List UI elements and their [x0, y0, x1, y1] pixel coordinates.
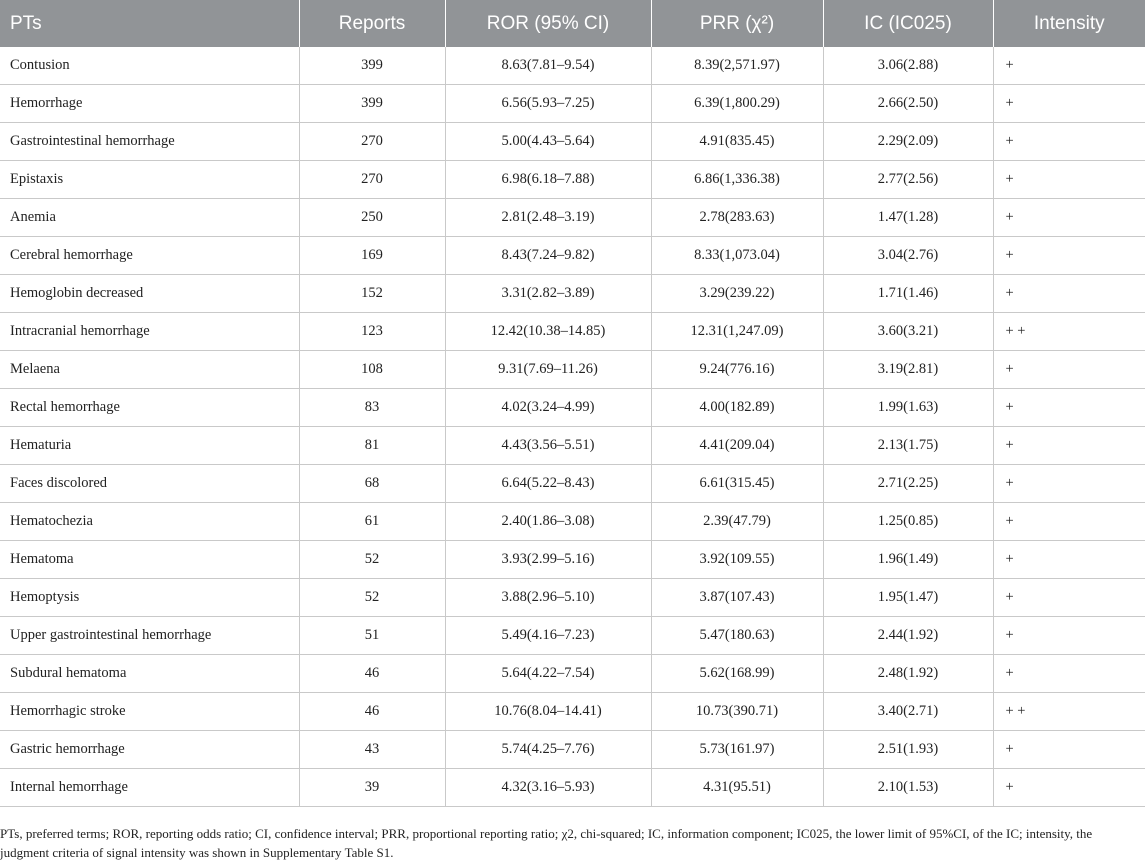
cell-intensity: +: [993, 351, 1145, 389]
cell-reports: 83: [299, 389, 445, 427]
cell-reports: 52: [299, 579, 445, 617]
cell-intensity: +: [993, 617, 1145, 655]
cell-ic: 3.40(2.71): [823, 693, 993, 731]
cell-prr: 6.86(1,336.38): [651, 161, 823, 199]
table-row: [0, 47, 1145, 85]
cell-ic: 3.19(2.81): [823, 351, 993, 389]
header-row: [0, 0, 1145, 47]
cell-ror: 8.43(7.24–9.82): [445, 237, 651, 275]
cell-pt: Contusion: [10, 57, 70, 73]
cell-prr: 8.33(1,073.04): [651, 237, 823, 275]
table-row: [0, 351, 1145, 389]
cell-prr: 4.00(182.89): [651, 389, 823, 427]
table-row: [0, 655, 1145, 693]
cell-prr: 4.91(835.45): [651, 123, 823, 161]
cell-pt: Hemorrhagic stroke: [0, 693, 299, 731]
cell-intensity: +: [993, 275, 1145, 313]
cell-pt: Anemia: [0, 199, 299, 237]
cell-prr: 2.39(47.79): [651, 503, 823, 541]
cell-intensity: + +: [993, 693, 1145, 731]
cell-ic: 2.71(2.25): [823, 465, 993, 503]
cell-ror: 5.64(4.22–7.54): [445, 655, 651, 693]
cell-reports: 39: [299, 769, 445, 807]
cell-intensity: +: [993, 769, 1145, 807]
cell-reports: 52: [299, 541, 445, 579]
table-row: [0, 161, 1145, 199]
cell-ic: 1.95(1.47): [823, 579, 993, 617]
cell-prr: 4.41(209.04): [651, 427, 823, 465]
cell-reports: 81: [299, 427, 445, 465]
cell-reports: 68: [299, 465, 445, 503]
cell-intensity: +: [993, 123, 1145, 161]
cell-pt: Rectal hemorrhage: [0, 389, 299, 427]
header-prr: PRR (χ²): [651, 0, 823, 47]
cell-prr: 6.39(1,800.29): [651, 85, 823, 123]
table-row: [0, 503, 1145, 541]
cell-prr: 8.39(2,571.97): [651, 47, 823, 85]
table-row: [0, 769, 1145, 807]
header-intensity: Intensity: [993, 0, 1145, 47]
cell-prr: 9.24(776.16): [651, 351, 823, 389]
table-row: [0, 199, 1145, 237]
cell-ror: 4.43(3.56–5.51): [445, 427, 651, 465]
cell-ic: 1.99(1.63): [823, 389, 993, 427]
cell-ic: 2.13(1.75): [823, 427, 993, 465]
cell-ror: 6.56(5.93–7.25): [445, 85, 651, 123]
table-row: [0, 731, 1145, 769]
cell-reports: 123: [299, 313, 445, 351]
cell-prr: 3.87(107.43): [651, 579, 823, 617]
cell-pt: Hemoglobin decreased: [0, 275, 299, 313]
cell-prr: 3.92(109.55): [651, 541, 823, 579]
table-row: [0, 389, 1145, 427]
cell-ic: 3.06(2.88): [823, 47, 993, 85]
cell-reports: 46: [299, 655, 445, 693]
cell-ror: 2.81(2.48–3.19): [445, 199, 651, 237]
cell-intensity: +: [993, 579, 1145, 617]
cell-reports: 270: [299, 123, 445, 161]
cell-ror: 3.31(2.82–3.89): [445, 275, 651, 313]
cell-ic: 2.44(1.92): [823, 617, 993, 655]
header-pts: PTs: [0, 0, 299, 47]
cell-ror: 9.31(7.69–11.26): [445, 351, 651, 389]
table-row: [0, 693, 1145, 731]
cell-ic: 2.48(1.92): [823, 655, 993, 693]
cell-intensity: +: [993, 389, 1145, 427]
table-row: [0, 465, 1145, 503]
table-row: [0, 427, 1145, 465]
cell-prr: 5.73(161.97): [651, 731, 823, 769]
cell-ic: 2.66(2.50): [823, 85, 993, 123]
table-row: [0, 579, 1145, 617]
cell-intensity: +: [993, 161, 1145, 199]
table-row: [0, 123, 1145, 161]
cell-pt: Faces discolored: [0, 465, 299, 503]
cell-intensity: +: [993, 465, 1145, 503]
cell-intensity: +: [993, 541, 1145, 579]
cell-intensity: +: [993, 237, 1145, 275]
table-row: [0, 85, 1145, 123]
cell-pt: Gastrointestinal hemorrhage: [0, 123, 299, 161]
cell-ror: 6.98(6.18–7.88): [445, 161, 651, 199]
cell-ic: 2.29(2.09): [823, 123, 993, 161]
cell-reports: 399: [299, 85, 445, 123]
cell-ror: 2.40(1.86–3.08): [445, 503, 651, 541]
cell-reports: 108: [299, 351, 445, 389]
cell-ic: 1.71(1.46): [823, 275, 993, 313]
cell-pt: Upper gastrointestinal hemorrhage: [0, 617, 299, 655]
cell-ic: 1.25(0.85): [823, 503, 993, 541]
cell-pt: Hemoptysis: [0, 579, 299, 617]
cell-ror: 4.02(3.24–4.99): [445, 389, 651, 427]
cell-reports: 46: [299, 693, 445, 731]
cell-pt: Subdural hematoma: [0, 655, 299, 693]
cell-reports: 169: [299, 237, 445, 275]
cell-reports: 250: [299, 199, 445, 237]
cell-intensity: +: [993, 503, 1145, 541]
header-ror: ROR (95% CI): [445, 0, 651, 47]
cell-intensity: +: [993, 199, 1145, 237]
cell-pt: Cerebral hemorrhage: [0, 237, 299, 275]
cell-pt: Epistaxis: [0, 161, 299, 199]
cell-ic: 1.96(1.49): [823, 541, 993, 579]
cell-ic: 2.77(2.56): [823, 161, 993, 199]
cell-ror: 12.42(10.38–14.85): [445, 313, 651, 351]
cell-pt: Intracranial hemorrhage: [0, 313, 299, 351]
cell-prr: 4.31(95.51): [651, 769, 823, 807]
cell-prr: 5.62(168.99): [651, 655, 823, 693]
cell-ror: 10.76(8.04–14.41): [445, 693, 651, 731]
cell-intensity: +: [993, 427, 1145, 465]
cell-pt: Melaena: [0, 351, 299, 389]
table-row: [0, 237, 1145, 275]
header-reports: Reports: [299, 0, 445, 47]
cell-pt: Internal hemorrhage: [0, 769, 299, 807]
cell-prr: 3.29(239.22): [651, 275, 823, 313]
cell-prr: 2.78(283.63): [651, 199, 823, 237]
cell-ic: 2.10(1.53): [823, 769, 993, 807]
table-row: [0, 313, 1145, 351]
cell-ror: 5.74(4.25–7.76): [445, 731, 651, 769]
cell-pt: Hematuria: [0, 427, 299, 465]
cell-reports: 61: [299, 503, 445, 541]
cell-reports: 152: [299, 275, 445, 313]
cell-prr: 10.73(390.71): [651, 693, 823, 731]
cell-ic: 3.04(2.76): [823, 237, 993, 275]
table-header: [0, 0, 1145, 47]
cell-reports: 399: [299, 47, 445, 85]
table-row: [0, 541, 1145, 579]
cell-pt: Gastric hemorrhage: [0, 731, 299, 769]
table-footnote: PTs, preferred terms; ROR, reporting odds ratio; CI, confidence interval; PRR, proportional reporting ratio; χ2, chi-squared; IC, information component; IC025, the lower limit of 95%CI, of the IC; intensity, the judgment criteria of signal intensity was shown in Supplementary Table S1.: [0, 826, 1093, 860]
cell-intensity: +: [993, 731, 1145, 769]
cell-prr: 12.31(1,247.09): [651, 313, 823, 351]
cell-ror: 5.49(4.16–7.23): [445, 617, 651, 655]
cell-pt: Hematoma: [0, 541, 299, 579]
table-row: [0, 617, 1145, 655]
cell-ror: 3.88(2.96–5.10): [445, 579, 651, 617]
cell-pt: Hematochezia: [0, 503, 299, 541]
cell-reports: 270: [299, 161, 445, 199]
header-ic: IC (IC025): [823, 0, 993, 47]
cell-reports: 43: [299, 731, 445, 769]
cell-ror: 6.64(5.22–8.43): [445, 465, 651, 503]
cell-ror: 5.00(4.43–5.64): [445, 123, 651, 161]
cell-pt: Hemorrhage: [0, 85, 299, 123]
cell-intensity: + +: [993, 313, 1145, 351]
cell-intensity: +: [993, 655, 1145, 693]
cell-intensity: +: [993, 85, 1145, 123]
cell-prr: 5.47(180.63): [651, 617, 823, 655]
cell-ror: 8.63(7.81–9.54): [445, 47, 651, 85]
cell-ic: 1.47(1.28): [823, 199, 993, 237]
cell-ic: 2.51(1.93): [823, 731, 993, 769]
table-body: [0, 47, 1145, 807]
cell-ic: 3.60(3.21): [823, 313, 993, 351]
table-row: [0, 275, 1145, 313]
cell-reports: 51: [299, 617, 445, 655]
cell-intensity: +: [993, 47, 1145, 85]
cell-prr: 6.61(315.45): [651, 465, 823, 503]
cell-ror: 3.93(2.99–5.16): [445, 541, 651, 579]
cell-ror: 4.32(3.16–5.93): [445, 769, 651, 807]
